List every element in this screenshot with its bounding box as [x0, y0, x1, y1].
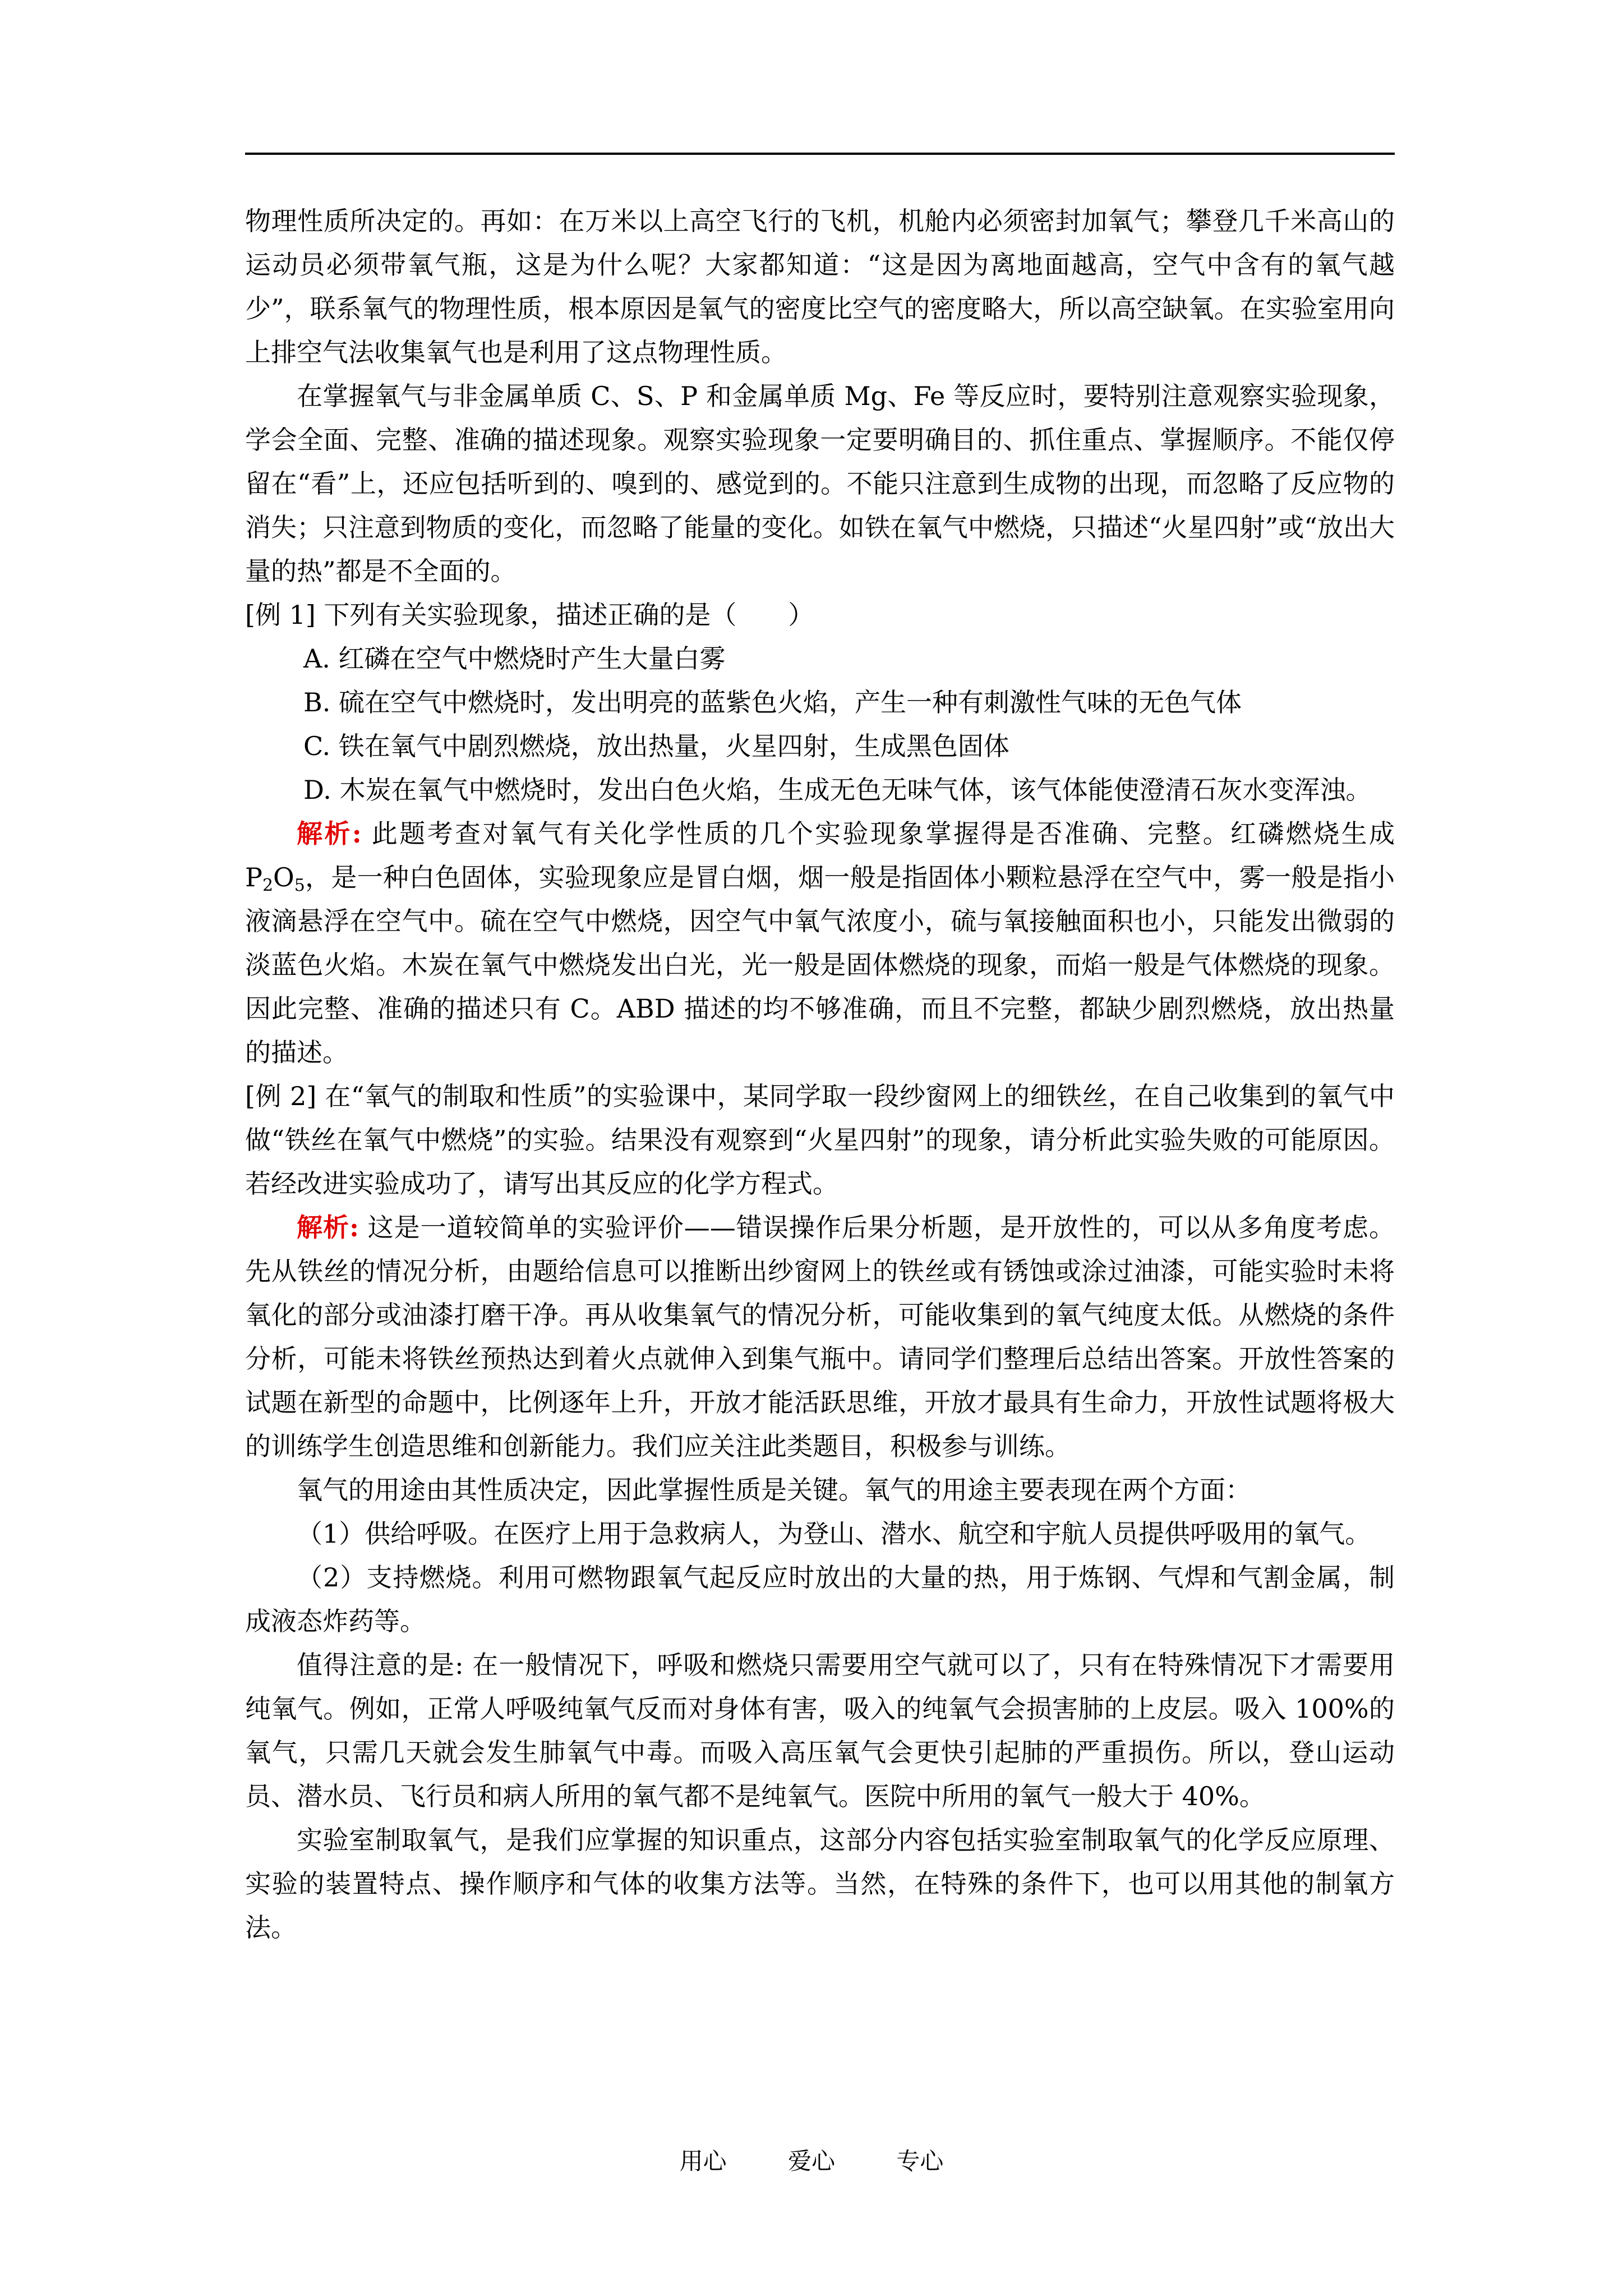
- document-body: [245, 199, 1395, 1949]
- example-1-option-c: C. 铁在氧气中剧烈燃烧，放出热量，火星四射，生成黑色固体: [303, 731, 1009, 761]
- analysis-text: 这是一道较简单的实验评价——错误操作后果分析题，是开放性的，可以从多角度考虑。先从铁丝的情况分析，由题给信息可以推断出纱窗网上的铁丝或有锈蚀或涂过油漆，可能实验时未将氧化的部分或油漆打磨干净。再从收集氧气的情况分析，可能收集到的氧气纯度太低。从燃烧的条件分析，可能未将铁丝预热达到着火点就伸入到集气瓶中。请同学们整理后总结出答案。开放性答案的试题在新型的命题中，比例逐年上升，开放才能活跃思维，开放才最具有生命力，开放性试题将极大的训练学生创造思维和创新能力。我们应关注此类题目，积极参与训练。: [245, 1212, 1395, 1461]
- footer-word-1: 用心: [679, 2147, 727, 2175]
- paragraph-observation: 在掌握氧气与非金属单质 C、S、P 和金属单质 Mg、Fe 等反应时，要特别注意观察实验现象，学会全面、完整、准确的描述现象。观察实验现象一定要明确目的、抓住重点、掌握顺序。不能仅停留在“看”上，还应包括听到的、嗅到的、感觉到的。不能只注意到生成物的出现，而忽略了反应物的消失；只注意到物质的变化，而忽略了能量的变化。如铁在氧气中燃烧，只描述“火星四射”或“放出大量的热”都是不全面的。: [245, 381, 1395, 586]
- analysis-text-part2: O: [273, 862, 294, 892]
- example-1-option-d: D. 木炭在氧气中燃烧时，发出白色火焰，生成无色无味气体，该气体能使澄清石灰水变浑浊。: [303, 775, 1372, 805]
- footer-word-3: 专心: [896, 2147, 944, 2175]
- footer-word-2: 爱心: [787, 2147, 835, 2175]
- example-2-question: [例 2] 在“氧气的制取和性质”的实验课中，某同学取一段纱窗网上的细铁丝，在自己收集到的氧气中做“铁丝在氧气中燃烧”的实验。结果没有观察到“火星四射”的现象，请分析此实验失败的可能原因。若经改进实验成功了，请写出其反应的化学方程式。: [245, 1081, 1395, 1199]
- paragraph-use-combustion: （2）支持燃烧。利用可燃物跟氧气起反应时放出的大量的热，用于炼钢、气焊和气割金属，制成液态炸药等。: [245, 1562, 1395, 1636]
- paragraph-physical-property: 物理性质所决定的。再如：在万米以上高空飞行的飞机，机舱内必须密封加氧气；攀登几千米高山的运动员必须带氧气瓶，这是为什么呢？大家都知道：“这是因为离地面越高，空气中含有的氧气越少”，联系氧气的物理性质，根本原因是氧气的密度比空气的密度略大，所以高空缺氧。在实验室用向上排空气法收集氧气也是利用了这点物理性质。: [245, 206, 1395, 367]
- paragraph-pure-oxygen-note: 值得注意的是: 在一般情况下，呼吸和燃烧只需要用空气就可以了，只有在特殊情况下才需要用纯氧气。例如，正常人呼吸纯氧气反而对身体有害，吸入的纯氧气会损害肺的上皮层。吸入 100%的氧气，只需几天就会发生肺氧气中毒。而吸入高压氧气会更快引起肺的严重损伤。所以，登山运动员、潜水员、飞行员和病人所用的氧气都不是纯氧气。医院中所用的氧气一般大于 40%。: [245, 1650, 1395, 1811]
- paragraph-lab-preparation: 实验室制取氧气，是我们应掌握的知识重点，这部分内容包括实验室制取氧气的化学反应原理、实验的装置特点、操作顺序和气体的收集方法等。当然，在特殊的条件下，也可以用其他的制氧方法。: [245, 1825, 1395, 1943]
- example-1-question: [例 1] 下列有关实验现象，描述正确的是（ ）: [245, 600, 814, 630]
- subscript-5: 5: [294, 876, 305, 895]
- analysis-label: 解析:: [297, 818, 362, 849]
- example-2-analysis: [245, 1205, 1395, 1468]
- analysis-label: 解析:: [297, 1212, 359, 1243]
- subscript-2: 2: [262, 876, 274, 895]
- example-1-option-b: B. 硫在空气中燃烧时，发出明亮的蓝紫色火焰，产生一种有刺激性气味的无色气体: [303, 687, 1242, 717]
- header-rule: [245, 153, 1395, 155]
- paragraph-uses-intro: 氧气的用途由其性质决定，因此掌握性质是关键。氧气的用途主要表现在两个方面：: [297, 1475, 1251, 1505]
- example-1-analysis: [245, 812, 1395, 1074]
- page-footer: [0, 2143, 1623, 2177]
- example-1-option-a: A. 红磷在空气中燃烧时产生大量白雾: [303, 643, 726, 674]
- analysis-text-part3: ，是一种白色固体，实验现象应是冒白烟，烟一般是指固体小颗粒悬浮在空气中，雾一般是指小液滴悬浮在空气中。硫在空气中燃烧，因空气中氧气浓度小，硫与氧接触面积也小，只能发出微弱的淡蓝色火焰。木炭在氧气中燃烧发出白光，光一般是固体燃烧的现象，而焰一般是气体燃烧的现象。因此完整、准确的描述只有 C。ABD 描述的均不够准确，而且不完整，都缺少剧烈燃烧，放出热量的描述。: [245, 862, 1395, 1068]
- paragraph-use-breathing: （1）供给呼吸。在医疗上用于急救病人，为登山、潜水、航空和宇航人员提供呼吸用的氧气。: [297, 1519, 1371, 1549]
- analysis-text-part1: 此题考查对氧气有关化学性质的几个实验现象掌握得是否准确、完整。红磷燃烧生成 P: [245, 818, 1395, 892]
